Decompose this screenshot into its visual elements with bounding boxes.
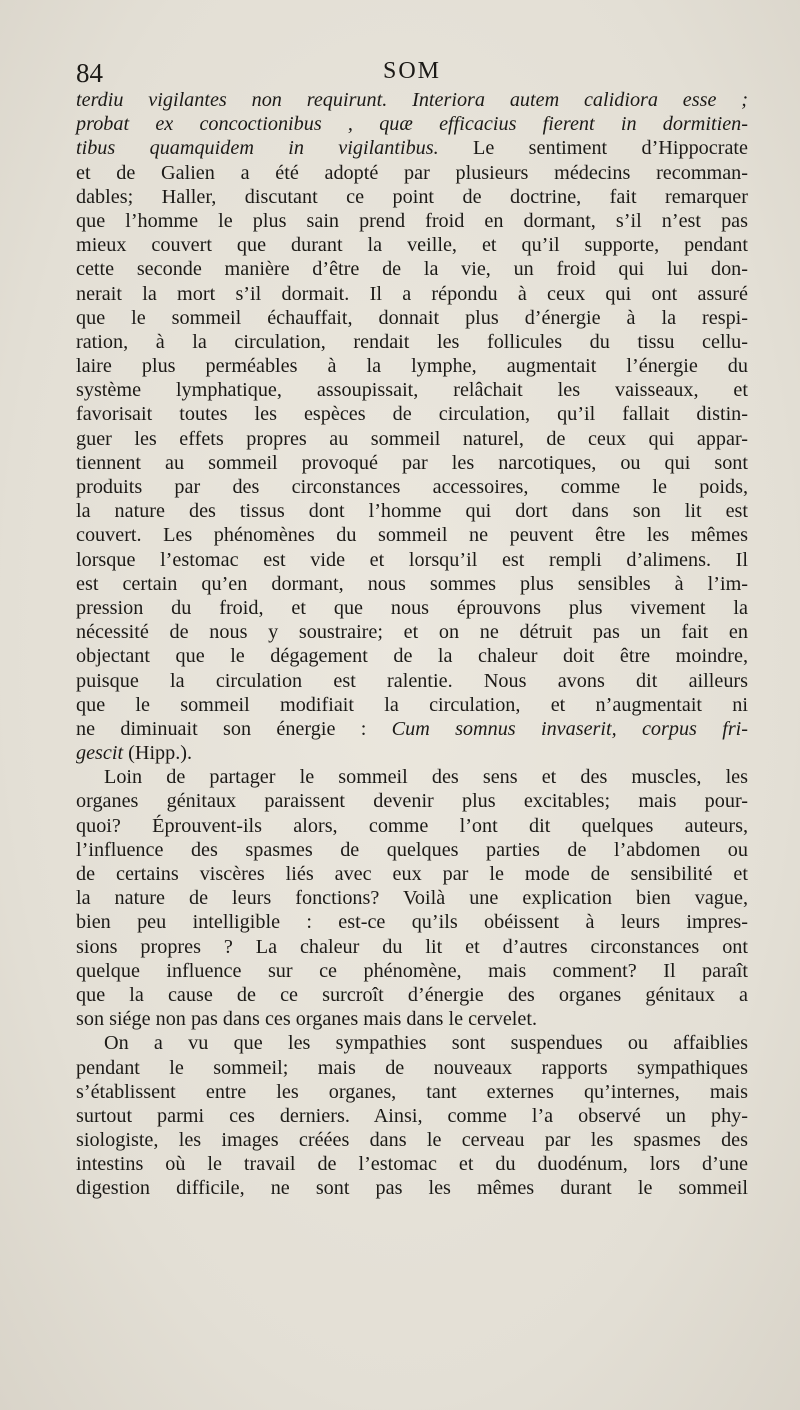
text-run: de certains viscères liés avec eux par le mode de sensibilité et (76, 863, 748, 885)
text-run: mieux couvert que durant la veille, et qu’il supporte, pendant (76, 234, 748, 257)
text-run: la nature des tissus dont l’homme qui dort dans son lit est (76, 500, 748, 523)
text-line (76, 88, 748, 112)
text-line (76, 402, 748, 426)
text-run: nécessité de nous y soustraire; et on ne détruit pas un fait en (76, 621, 748, 644)
text-run: organes génitaux paraissent devenir plus excitables; mais pour- (76, 790, 748, 813)
italic-text: probat ex concoctionibus , quæ efficacius fierent in dormitien- (76, 113, 748, 136)
text-line (76, 814, 748, 838)
text-run: couvert. Les phénomènes du sommeil ne peuvent être les mêmes (76, 524, 748, 547)
text-run: dables; Haller, discutant ce point de doctrine, fait remarquer (76, 185, 748, 208)
text-run: que le sommeil échauffait, donnait plus d’énergie à la respi- (76, 306, 748, 329)
text-run: que la cause de ce surcroît d’énergie des organes génitaux a (76, 983, 748, 1006)
text-line (76, 1104, 748, 1128)
text-run: ne diminuait son énergie : (76, 717, 392, 740)
text-line (76, 717, 748, 741)
page-number: 84 (76, 58, 103, 88)
italic-text: terdiu vigilantes non requirunt. Interiora autem calidiora esse ; (76, 89, 748, 111)
text-run: quoi? Éprouvent-ils alors, comme l’ont dit quelques auteurs, (76, 814, 748, 837)
text-line (76, 838, 748, 862)
text-line (76, 862, 748, 886)
italic-text: Cum somnus invaserit, corpus fri- (391, 717, 749, 740)
text-run: lorsque l’estomac est vide et lorsqu’il est rempli d’alimens. Il (76, 548, 748, 571)
text-line (76, 330, 748, 354)
text-run: digestion difficile, ne sont pas les mêmes durant le sommeil (76, 1177, 748, 1200)
text-run: pression du froid, et que nous éprouvons plus vivement la (76, 596, 748, 619)
text-run: cette seconde manière d’être de la vie, un froid qui lui don- (76, 258, 748, 281)
text-line (76, 669, 748, 693)
text-line (76, 693, 748, 717)
text-line (76, 354, 748, 378)
text-run: laire plus perméables à la lymphe, augmentait l’énergie du (76, 355, 748, 378)
text-line (76, 451, 748, 475)
text-line (76, 1080, 748, 1104)
text-line (76, 185, 748, 209)
text-run: Loin de partager le sommeil des sens et des muscles, les (104, 766, 748, 789)
text-run: nerait la mort s’il dormait. Il a répondu à ceux qui ont assuré (76, 282, 748, 305)
text-run: favorisait toutes les espèces de circulation, qu’il fallait distin- (76, 403, 748, 426)
text-run: siologiste, les images créées dans le cerveau par les spasmes des (76, 1129, 748, 1152)
text-run: produits par des circonstances accessoires, comme le poids, (76, 476, 748, 498)
text-run: et de Galien a été adopté par plusieurs médecins recomman- (76, 161, 748, 184)
text-line (76, 1007, 748, 1031)
text-line (76, 1152, 748, 1176)
text-run: sions propres ? La chaleur du lit et d’autres circonstances ont (76, 935, 748, 958)
text-run: (Hipp.). (123, 742, 193, 765)
text-line (76, 935, 748, 959)
text-run: quelque influence sur ce phénomène, mais comment? Il paraît (76, 959, 748, 982)
text-run: intestins où le travail de l’estomac et du duodénum, lors d’une (76, 1153, 748, 1176)
text-line (76, 596, 748, 620)
text-line (76, 1056, 748, 1080)
paragraph (76, 765, 748, 1031)
text-line (76, 548, 748, 572)
text-line (76, 983, 748, 1007)
text-run: s’établissent entre les organes, tant externes qu’internes, mais (76, 1080, 748, 1103)
text-line (76, 427, 748, 451)
paragraph (76, 1031, 748, 1200)
italic-text: gescit (76, 742, 124, 765)
text-line (76, 789, 748, 813)
text-line (76, 644, 748, 668)
text-line (76, 886, 748, 910)
text-run: que le sommeil modifiait la circulation, et n’augmentait ni (76, 693, 748, 716)
text-line (76, 112, 748, 136)
text-run: système lymphatique, assoupissait, relâchait les vaisseaux, et (76, 379, 748, 402)
text-line (76, 475, 748, 499)
text-run: objectant que le dégagement de la chaleur doit être moindre, (76, 645, 748, 668)
text-run: l’influence des spasmes de quelques parties de l’abdomen ou (76, 838, 748, 861)
text-run: bien peu intelligible : est-ce qu’ils obéissent à leurs impres- (76, 911, 748, 934)
text-run: puisque la circulation est ralentie. Nous avons dit ailleurs (76, 669, 748, 692)
text-line (76, 523, 748, 547)
text-line (76, 1128, 748, 1152)
text-line (76, 209, 748, 233)
text-run: est certain qu’en dormant, nous sommes plus sensibles à l’im- (76, 572, 748, 595)
text-line (76, 282, 748, 306)
text-run: guer les effets propres au sommeil naturel, de ceux qui appar- (76, 427, 748, 450)
text-line (76, 1031, 748, 1055)
text-run: tiennent au sommeil provoqué par les narcotiques, ou qui sont (76, 451, 748, 474)
text-run: ration, à la circulation, rendait les follicules du tissu cellu- (76, 330, 748, 353)
text-line (76, 620, 748, 644)
paragraph (76, 88, 748, 765)
text-line (76, 306, 748, 330)
text-line (76, 161, 748, 185)
text-run: son siége non pas dans ces organes mais dans le cervelet. (76, 1008, 538, 1031)
text-run: la nature de leurs fonctions? Voilà une explication bien vague, (76, 887, 748, 910)
text-line (76, 741, 748, 765)
text-line (76, 233, 748, 257)
text-line (76, 499, 748, 523)
text-run: que l’homme le plus sain prend froid en dormant, s’il n’est pas (76, 209, 748, 232)
text-line (76, 257, 748, 281)
text-line (76, 378, 748, 402)
text-line (76, 1176, 748, 1200)
text-line (76, 910, 748, 934)
italic-text: tibus quamquidem in vigilantibus. (76, 137, 439, 160)
page-header (76, 58, 748, 90)
text-line (76, 959, 748, 983)
running-head: SOM (382, 58, 442, 84)
text-line (76, 765, 748, 789)
body-text (76, 88, 748, 1201)
text-line (76, 572, 748, 596)
text-run: Le sentiment d’Hippocrate (438, 137, 748, 160)
text-run: On a vu que les sympathies sont suspendues ou affaiblies (104, 1032, 748, 1055)
text-line (76, 136, 748, 160)
text-run: surtout parmi ces derniers. Ainsi, comme l’a observé un phy- (76, 1104, 748, 1127)
text-run: pendant le sommeil; mais de nouveaux rapports sympathiques (76, 1056, 748, 1079)
